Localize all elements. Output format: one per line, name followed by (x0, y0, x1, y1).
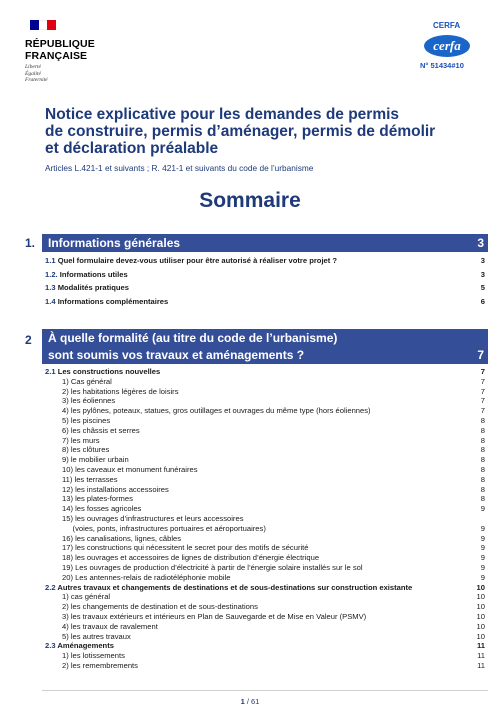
toc-entry-text: 18) les ouvrages et accessoires de lignes de distribution d’énergie électrique (62, 553, 320, 563)
toc-entry-number: 1.2. (45, 269, 58, 279)
toc-entry[interactable] (62, 504, 485, 514)
toc-entry-label (62, 514, 244, 524)
title-line: et déclaration préalable (45, 140, 219, 157)
toc-entry[interactable] (62, 632, 485, 642)
toc-entry-label (62, 553, 319, 563)
toc-entry-label (62, 651, 125, 661)
toc-entry[interactable] (62, 612, 485, 622)
toc-entry[interactable] (62, 553, 485, 563)
toc-entry-text: 12) les installations accessoires (62, 484, 169, 494)
toc-entry[interactable] (62, 592, 485, 602)
toc-entry-text: 8) les clôtures (62, 445, 110, 455)
toc-entry-text: 2) les habitations légères de loisirs (62, 386, 179, 396)
toc-entry-number: 2.3 (45, 641, 56, 651)
toc-entry-label (45, 367, 160, 377)
toc-entry-text: 2) les remembrements (62, 661, 138, 670)
toc-entry-number: 1.4 (45, 296, 56, 306)
page-number (0, 697, 500, 706)
toc-entry[interactable] (62, 396, 485, 406)
toc-entry-text: 7) les murs (62, 435, 100, 445)
toc-entry-label (62, 504, 141, 514)
toc-entry[interactable] (62, 573, 485, 583)
republique-line: RÉPUBLIQUE (25, 38, 95, 50)
toc-entry[interactable] (45, 367, 485, 377)
toc-entry[interactable] (62, 494, 485, 504)
toc-entry-label (45, 270, 128, 280)
toc-entry-label (62, 445, 109, 455)
toc-entry-label (45, 641, 114, 651)
toc-entry-page: 9 (480, 553, 485, 563)
toc-entry-label (45, 283, 129, 293)
section-2-title-line-2: sont soumis vos travaux et aménagements ? (48, 348, 305, 362)
section-1-title: Informations générales (48, 236, 181, 250)
toc-entry-page: 7 (480, 396, 485, 406)
toc-entry[interactable] (62, 445, 485, 455)
toc-entry[interactable] (62, 436, 485, 446)
toc-entry-text: 1) Cas général (62, 376, 112, 386)
toc-entry-label (62, 534, 181, 544)
toc-entry-label (62, 602, 258, 612)
toc-entry-label (62, 622, 158, 632)
toc-entry[interactable] (62, 406, 485, 416)
toc-entry-page: 7 (480, 367, 485, 376)
toc-entry-page: 11 (476, 641, 485, 651)
toc-entry-page: 6 (480, 296, 485, 306)
toc-entry-text: 3) les travaux extérieurs et intérieurs en Plan de Sauvegarde et de Mise en Valeur (PSMV) (62, 612, 367, 621)
motto-fraternite: Fraternité (25, 77, 48, 83)
toc-entry-page: 9 (480, 533, 485, 543)
toc-entry-text: Aménagements (57, 641, 114, 651)
toc-entry-label (62, 573, 230, 583)
toc-entry-text: 4) les travaux de ravalement (62, 621, 158, 631)
toc-entry[interactable] (62, 651, 485, 661)
toc-entry[interactable] (45, 641, 485, 651)
toc-entry-text: 5) les autres travaux (62, 631, 131, 641)
toc-entry-page: 8 (480, 474, 485, 484)
toc-entry-text: 13) les plates-formes (62, 494, 133, 504)
toc-entry-label (45, 297, 168, 307)
toc-entry[interactable] (62, 485, 485, 495)
toc-entry-page: 3 (480, 269, 485, 279)
toc-entry-label (62, 396, 115, 406)
toc-entry-text: (voies, ponts, infrastructures portuaires et aéroportuaires) (62, 523, 266, 533)
total-pages: / 61 (246, 697, 260, 706)
toc-entry[interactable] (62, 475, 485, 485)
toc-entry-page: 8 (480, 455, 485, 465)
toc-entry[interactable] (62, 534, 485, 544)
toc-entry-text: 17) les constructions qui nécessitent le secret pour des motifs de sécurité (62, 543, 309, 553)
toc-entry[interactable] (45, 270, 485, 280)
toc-entry[interactable] (62, 387, 485, 397)
toc-entry-label (62, 661, 138, 671)
toc-entry-number: 2.2 (45, 582, 56, 592)
toc-entry-text: 10) les caveaux et monument funéraires (62, 465, 198, 474)
toc-entry-label (62, 436, 100, 446)
toc-entry-label (45, 583, 412, 593)
legal-articles-subtitle: Articles L.421-1 et suivants ; R. 421-1 et suivants du code de l’urbanisme (45, 163, 314, 173)
toc-entry-text: Informations complémentaires (57, 296, 169, 306)
toc-entry-text: Les constructions nouvelles (57, 367, 161, 376)
footer-divider (42, 690, 488, 691)
toc-entry-page: 8 (480, 416, 485, 425)
toc-entry-page: 8 (480, 484, 485, 494)
toc-entry-text: 11) les terrasses (62, 474, 118, 484)
toc-entry-label (62, 592, 110, 602)
toc-entry[interactable] (62, 426, 485, 436)
section-1-number: 1. (25, 236, 36, 250)
toc-entry-text: Autres travaux et changements de destinations et de sous-destinations sur construction existante (57, 582, 413, 592)
title-line: Notice explicative pour les demandes de permis (45, 106, 400, 123)
toc-entry-text: 9) le mobilier urbain (62, 455, 129, 465)
toc-entry-text: 6) les châssis et serres (62, 425, 140, 435)
toc-entry-label (62, 465, 198, 475)
cerfa-label: CERFA (433, 21, 461, 30)
toc-entry-label (62, 455, 129, 465)
toc-entry-text: 5) les piscines (62, 416, 111, 425)
toc-entry-label (62, 387, 179, 397)
section-2-title-line-1: À quelle formalité (au titre du code de l’urbanisme) (48, 331, 338, 345)
toc-entry-label (62, 475, 118, 485)
toc-entry-page: 9 (480, 523, 485, 533)
toc-entry-number: 2.1 (45, 367, 56, 376)
toc-entry-label (62, 543, 309, 553)
marianne-flag-logo (30, 20, 56, 30)
toc-entry[interactable] (62, 622, 485, 632)
toc-entry-page: 10 (476, 612, 485, 621)
current-page: 1 (240, 697, 245, 706)
toc-entry-label (62, 632, 131, 642)
toc-entry-label (62, 563, 363, 573)
toc-entry-text: 15) les ouvrages d’infrastructures et leurs accessoires (62, 514, 244, 523)
motto-egalite: Égalité (25, 70, 41, 77)
sommaire-heading: Sommaire (199, 189, 301, 212)
toc-entry-page: 10 (476, 592, 485, 602)
section-2-number: 2 (25, 333, 32, 347)
toc-entry[interactable] (62, 563, 485, 573)
title-line: de construire, permis d’aménager, permis de démolir (45, 123, 436, 140)
toc-entry[interactable] (62, 524, 485, 534)
toc-entry-page: 3 (480, 256, 485, 265)
toc-entry[interactable] (45, 283, 485, 293)
toc-entry[interactable] (62, 602, 485, 612)
cerfa-number: N° 51434#10 (420, 61, 464, 70)
toc-entry[interactable] (45, 256, 485, 266)
toc-entry[interactable] (45, 297, 485, 307)
toc-entry-label (45, 256, 337, 266)
francaise-line: FRANÇAISE (25, 50, 88, 62)
toc-entry-page: 9 (480, 543, 485, 553)
toc-entry-page: 10 (476, 631, 485, 641)
toc-entry-text: 16) les canalisations, lignes, câbles (62, 533, 182, 543)
toc-entry-label (62, 426, 140, 436)
toc-entry-number: 1.1 (45, 256, 56, 265)
toc-entry-page: 11 (477, 661, 485, 670)
toc-entry-label (62, 416, 110, 426)
toc-entry-text: 4) les pylônes, poteaux, statues, gros outillages et ouvrages du même type (hors éoliennes) (62, 406, 371, 416)
toc-entry-text: 20) Les antennes-relais de radiotéléphonie mobile (62, 572, 231, 582)
toc-entry-label (62, 377, 112, 387)
toc-entry-number: 1.3 (45, 283, 56, 292)
motto-liberte: Liberté (25, 64, 41, 70)
toc-entry-label (62, 524, 266, 534)
toc-entry-text: 14) les fosses agricoles (62, 504, 142, 514)
toc-entry-label (62, 485, 169, 495)
toc-entry[interactable] (62, 416, 485, 426)
toc-entry-page: 8 (480, 435, 485, 445)
republique-francaise-logo-text (25, 38, 95, 62)
document-title (45, 106, 465, 157)
toc-entry-label (62, 406, 371, 416)
toc-entry-text: 19) Les ouvrages de production d’électricité à partir de l’énergie solaire installés sur le sol (62, 563, 363, 572)
toc-entry-label (62, 612, 366, 622)
toc-entry-text: Modalités pratiques (57, 283, 129, 292)
toc-entry-page: 8 (480, 445, 485, 455)
toc-entry-text: 1) cas général (62, 592, 111, 602)
section-2-page: 7 (477, 348, 484, 362)
toc-entry-page: 10 (476, 602, 485, 612)
toc-entry-text: 3) les éoliennes (62, 396, 116, 406)
toc-entry-text: 1) les lotissements (62, 651, 125, 661)
toc-entry-page: 9 (480, 504, 485, 514)
toc-entry-page: 9 (480, 572, 485, 582)
toc-entry-page: 10 (476, 621, 485, 631)
toc-entry-page: 8 (480, 494, 485, 504)
toc-entry[interactable] (62, 455, 485, 465)
toc-entry[interactable] (62, 514, 485, 524)
toc-entry-page: 7 (480, 376, 485, 386)
section-1-page: 3 (477, 236, 484, 250)
motto (25, 64, 48, 84)
section-2-header-bar[interactable] (42, 329, 488, 364)
toc-entry-page: 8 (480, 465, 485, 474)
cerfa-logo: cerfa (424, 35, 470, 57)
toc-entry-page: 5 (480, 283, 485, 292)
toc-entry-text: Informations utiles (59, 269, 128, 279)
toc-entry-page: 7 (480, 406, 485, 416)
toc-entry-text: 2) les changements de destination et de sous-destinations (62, 602, 258, 612)
toc-entry-page: 8 (480, 425, 485, 435)
toc-entry-text: Quel formulaire devez-vous utiliser pour être autorisé à réaliser votre projet ? (57, 256, 338, 265)
section-1-header-bar[interactable] (42, 234, 488, 252)
toc-entry-page: 11 (477, 651, 485, 661)
toc-entry[interactable] (45, 583, 485, 593)
toc-entry-page: 10 (476, 582, 485, 592)
toc-entry[interactable] (62, 377, 485, 387)
toc-entry-page: 9 (480, 563, 485, 572)
toc-entry[interactable] (62, 661, 485, 671)
toc-entry[interactable] (62, 543, 485, 553)
toc-entry[interactable] (62, 465, 485, 475)
toc-entry-page: 7 (480, 386, 485, 396)
toc-entry-label (62, 494, 133, 504)
